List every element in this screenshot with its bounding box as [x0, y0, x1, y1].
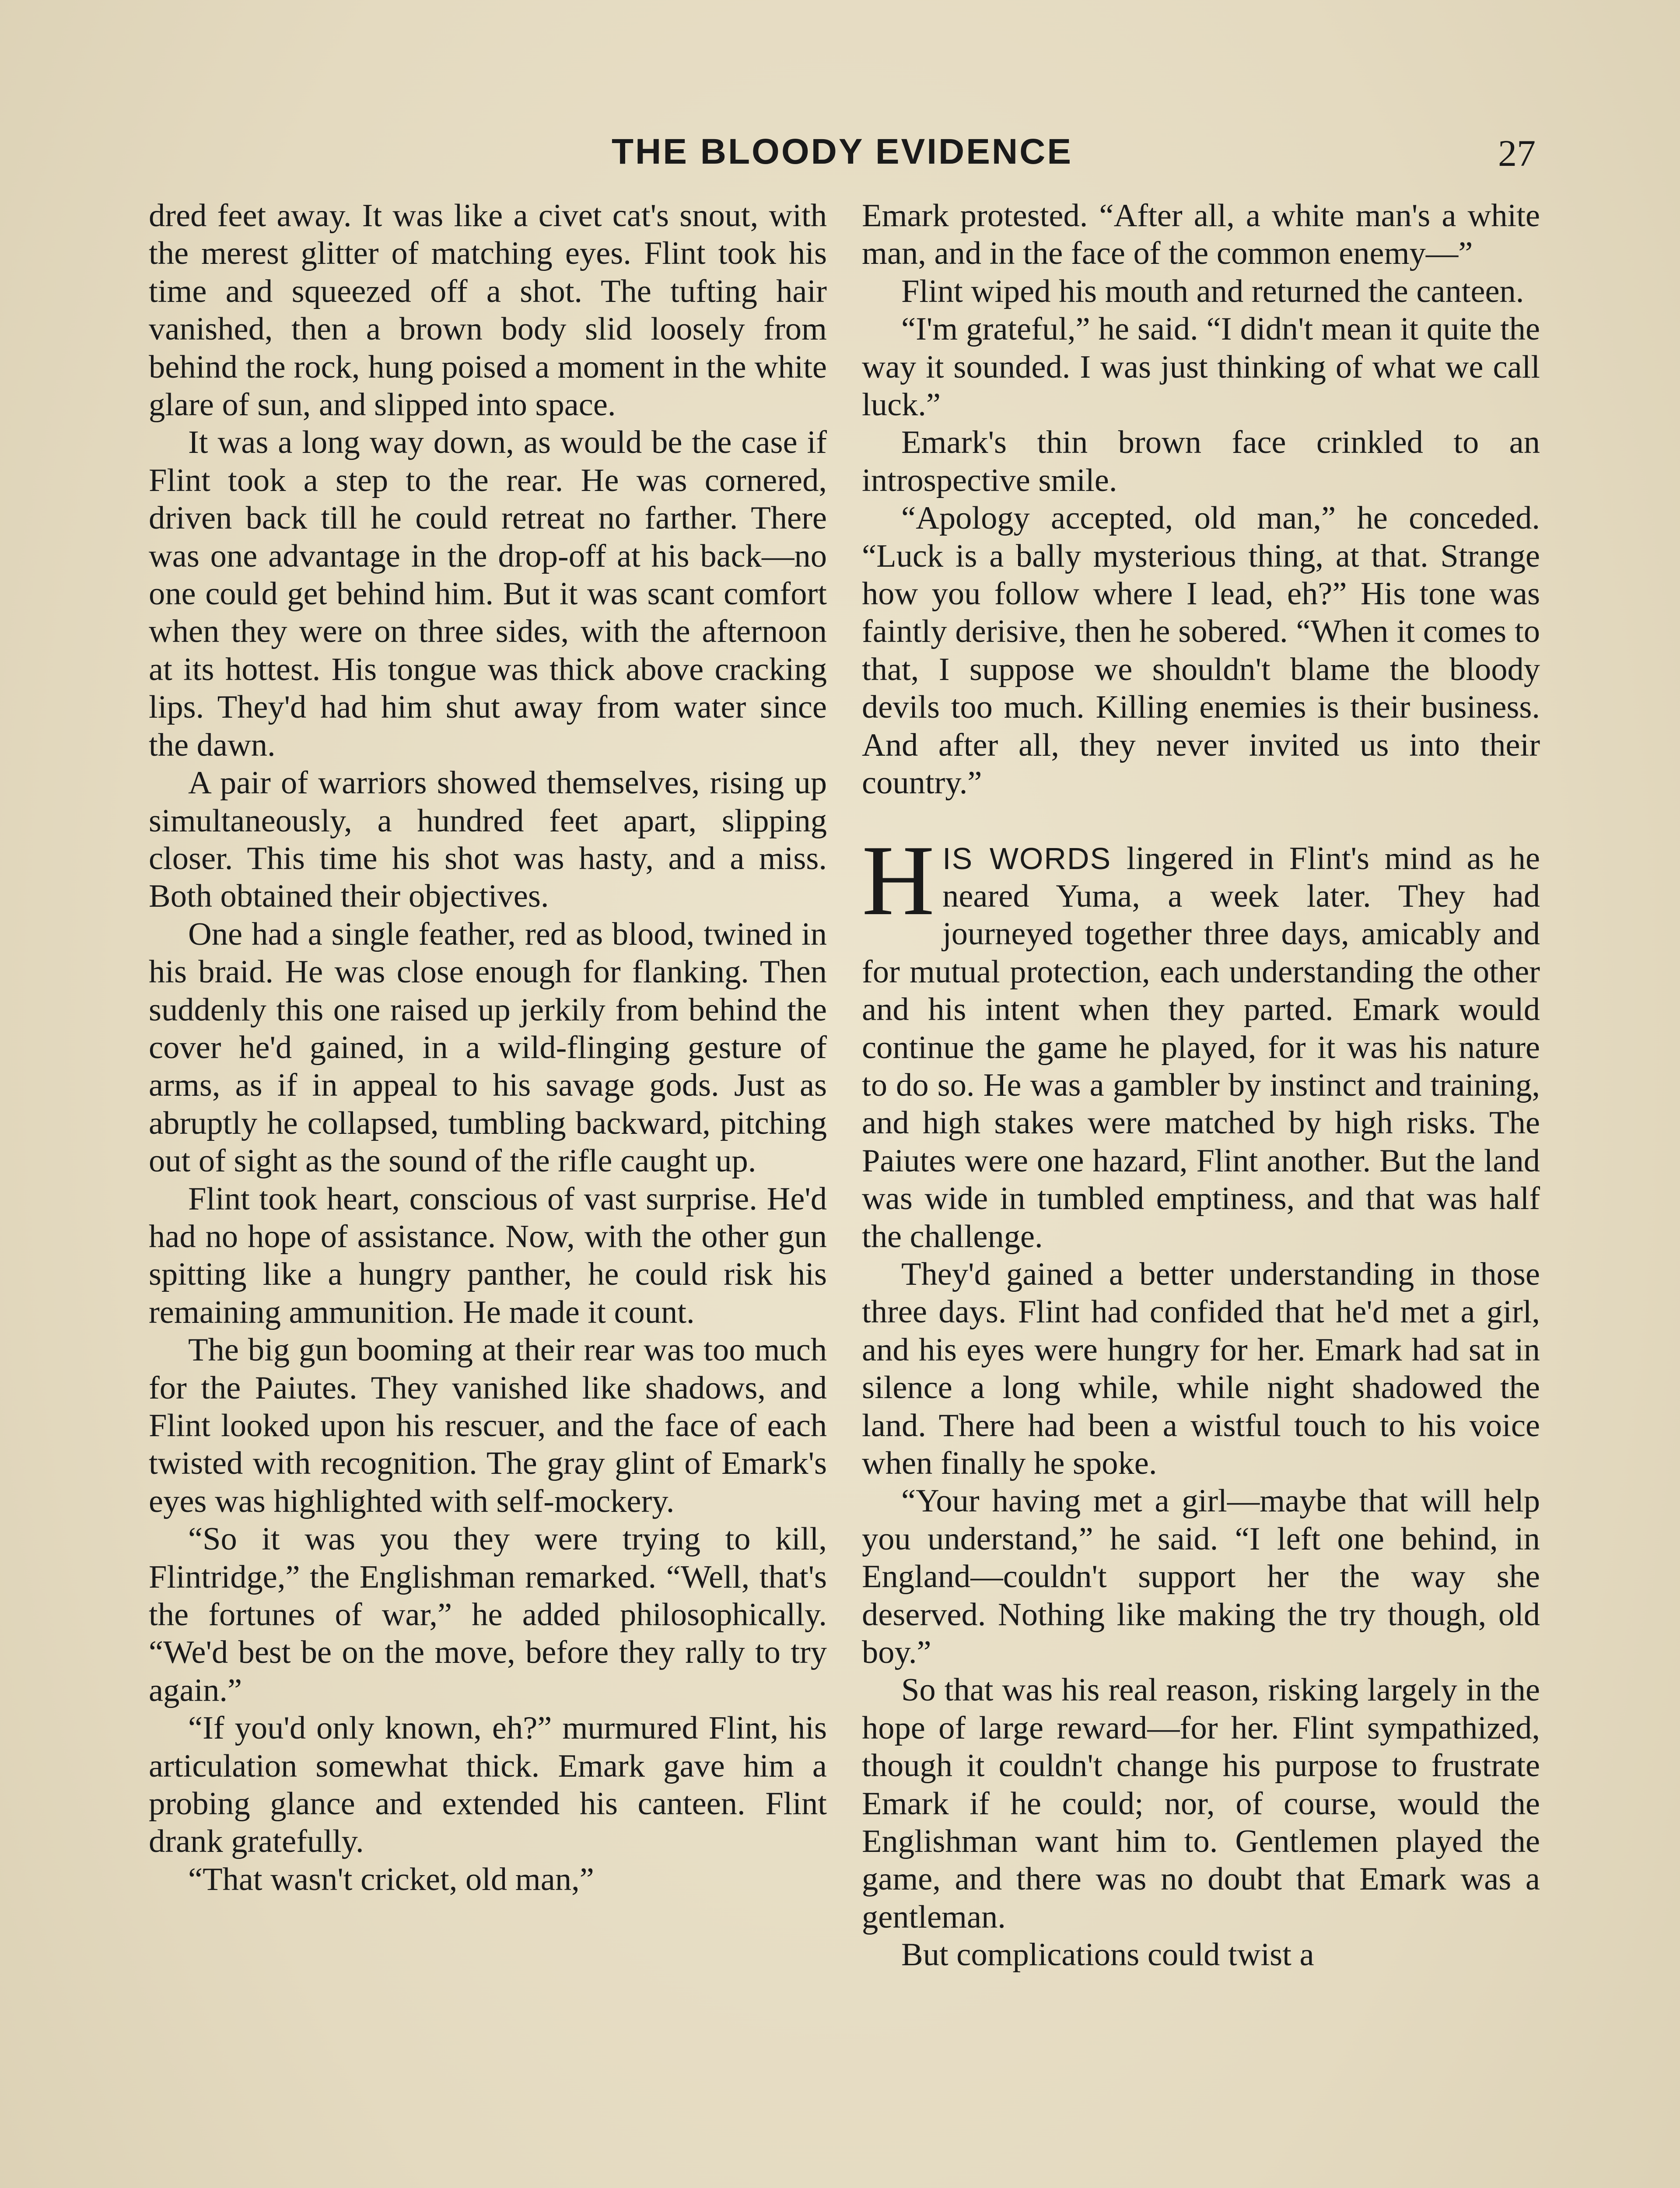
running-title: THE BLOODY EVIDENCE [611, 132, 1073, 172]
page-number: 27 [1498, 132, 1536, 174]
section-opening-paragraph [862, 824, 1540, 1255]
paragraph: Emark protested. “After all, a white man's a white man, and in the face of the common enemy—” [862, 198, 1540, 272]
paragraph: A pair of warriors showed themselves, rising up simultaneously, a hundred feet apart, slipping closer. This time his shot was hasty, and a miss. Both obtained their objectives. [149, 765, 827, 915]
drop-cap: H [862, 824, 935, 936]
lead-in: IS WORDS [942, 841, 1112, 876]
paragraph: “That wasn't cricket, old man,” [188, 1861, 594, 1897]
paragraph-text: lingered in Flint's mind as he neared Yuma, a week later. They had journeyed together three days, amicably and for mutual protection, each understanding the other and his intent when they parted. Emark would continue the game he played, for it was his nature to do so. He was a gambler by instinct and training, and high stakes were matched by high risks. The Paiutes were one hazard, Flint another. But the land was wide in tumbled emptiness, and that was half the challenge. [862, 840, 1540, 1255]
page-header [149, 131, 1536, 184]
right-column [862, 197, 1540, 1974]
paragraph: “So it was you they were trying to kill, Flintridge,” the Englishman remarked. “Well, that's the fortunes of war,” he added philosophically. “We'd best be on the move, before they rally to try again.” [149, 1521, 827, 1708]
paragraph: One had a single feather, red as blood, twined in his braid. He was close enough for flanking. Then suddenly this one raised up jerkily from behind the cover he'd gained, in a wild-flinging gesture of arms, as if in appeal to his savage gods. Just as abruptly he collapsed, tumbling backward, pitching out of sight as the sound of the rifle caught up. [149, 916, 827, 1179]
left-column [149, 197, 827, 1898]
paragraph: Flint took heart, conscious of vast surprise. He'd had no hope of assistance. Now, with the other gun spitting like a hungry panther, he could risk his remaining ammunition. He made it count. [149, 1181, 827, 1330]
paragraph: So that was his real reason, risking largely in the hope of large reward—for her. Flint sympathized, though it couldn't change his purpose to frustrate Emark if he could; nor, of course, would the Englishman want him to. Gentlemen played the game, and there was no doubt that Emark was a gentleman. [862, 1672, 1540, 1935]
paragraph: But complications could twist a [901, 1937, 1314, 1973]
paragraph: “If you'd only known, eh?” murmured Flint, his articulation somewhat thick. Emark gave him a probing glance and extended his canteen. Flint drank gratefully. [149, 1710, 827, 1860]
paragraph: Emark's thin brown face crinkled to an introspective smile. [862, 424, 1540, 498]
paragraph: dred feet away. It was like a civet cat's snout, with the merest glitter of matching eyes. Flint took his time and squeezed off a shot. The tufting hair vanished, then a brown body slid loosely from behind the rock, hung poised a moment in the white glare of sun, and slipped into space. [149, 198, 827, 423]
paragraph: Flint wiped his mouth and returned the canteen. [901, 273, 1524, 309]
paragraph: “Your having met a girl—maybe that will help you understand,” he said. “I left one behind, in England—couldn't support her the way she deserved. Nothing like making the try though, old boy.” [862, 1483, 1540, 1671]
paragraph: “I'm grateful,” he said. “I didn't mean it quite the way it sounded. I was just thinking of what we call luck.” [862, 311, 1540, 423]
paragraph: The big gun booming at their rear was too much for the Paiutes. They vanished like shadows, and Flint looked upon his rescuer, and the face of each twisted with recognition. The gray glint of Emark's eyes was highlighted with self-mockery. [149, 1332, 827, 1519]
paragraph: It was a long way down, as would be the case if Flint took a step to the rear. He was cornered, driven back till he could retreat no farther. There was one advantage in the drop-off at his back—no one could get behind him. But it was scant comfort when they were on three sides, with the afternoon at its hottest. His tongue was thick above cracking lips. They'd had him shut away from water since the dawn. [149, 424, 827, 763]
paragraph: They'd gained a better understanding in those three days. Flint had confided that he'd met a girl, and his eyes were hungry for her. Emark had sat in silence a long while, while night shadowed the land. There had been a wistful touch to his voice when finally he spoke. [862, 1256, 1540, 1481]
paragraph: “Apology accepted, old man,” he conceded. “Luck is a bally mysterious thing, at that. Strange how you follow where I lead, eh?” His tone was faintly derisive, then he sobered. “When it comes to that, I suppose we shouldn't blame the bloody devils too much. Killing enemies is their business. And after all, they never invited us into their country.” [862, 500, 1540, 801]
